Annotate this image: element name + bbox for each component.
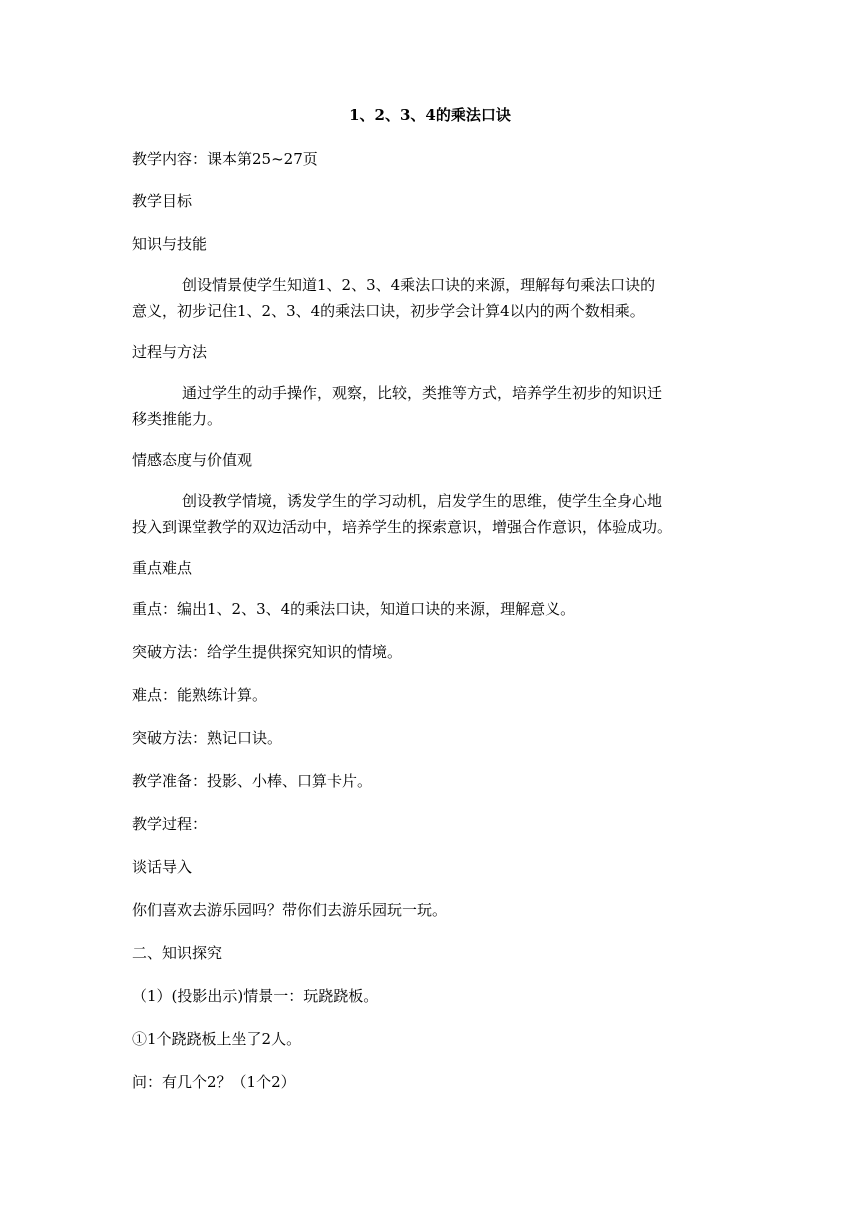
scenario-one: （1）(投影出示)情景一：玩跷跷板。 [132, 987, 379, 1005]
teaching-process: 教学过程： [132, 815, 208, 833]
teaching-content: 教学内容：课本第25~27页 [132, 150, 318, 168]
breakthrough-method-1: 突破方法：给学生提供探究知识的情境。 [132, 643, 403, 661]
breakthrough-method-2: 突破方法：熟记口诀。 [132, 729, 283, 747]
scenario-item-1: ①1个跷跷板上坐了2人。 [132, 1030, 302, 1048]
paragraph-emotion-values [132, 490, 732, 538]
paragraph-line: 创设情景使学生知道1、2、3、4乘法口诀的来源，理解每句乘法口诀的 [182, 276, 656, 294]
document-title: 1、2、3、4的乘法口诀 [349, 106, 511, 124]
talk-introduction: 谈话导入 [132, 858, 193, 876]
paragraph-line: 创设教学情境，诱发学生的学习动机，启发学生的思维，使学生全身心地 [182, 492, 663, 510]
paragraph-line: 通过学生的动手操作，观察，比较，类推等方式，培养学生初步的知识迁 [182, 384, 663, 402]
teaching-preparation: 教学准备：投影、小棒、口算卡片。 [132, 772, 373, 790]
paragraph-line: 投入到课堂教学的双边活动中，培养学生的探索意识，增强合作意识，体验成功。 [132, 518, 673, 536]
paragraph-process-method [132, 382, 732, 430]
heading-teaching-goals: 教学目标 [132, 192, 193, 210]
introduction-question: 你们喜欢去游乐园吗？带你们去游乐园玩一玩。 [132, 901, 448, 919]
heading-process-method: 过程与方法 [132, 343, 208, 361]
heading-knowledge-skills: 知识与技能 [132, 235, 208, 253]
paragraph-line: 移类推能力。 [132, 410, 223, 428]
difficulty-text: 难点：能熟练计算。 [132, 686, 268, 704]
paragraph-line: 意义，初步记住1、2、3、4的乘法口诀，初步学会计算4以内的两个数相乘。 [132, 302, 645, 320]
key-point-text: 重点：编出1、2、3、4的乘法口诀，知道口诀的来源，理解意义。 [132, 600, 576, 618]
heading-emotion-values: 情感态度与价值观 [132, 451, 253, 469]
heading-key-points: 重点难点 [132, 559, 193, 577]
paragraph-knowledge-skills [132, 274, 732, 322]
scenario-question: 问：有几个2？（1个2） [132, 1073, 296, 1091]
section-knowledge-exploration: 二、知识探究 [132, 944, 223, 962]
